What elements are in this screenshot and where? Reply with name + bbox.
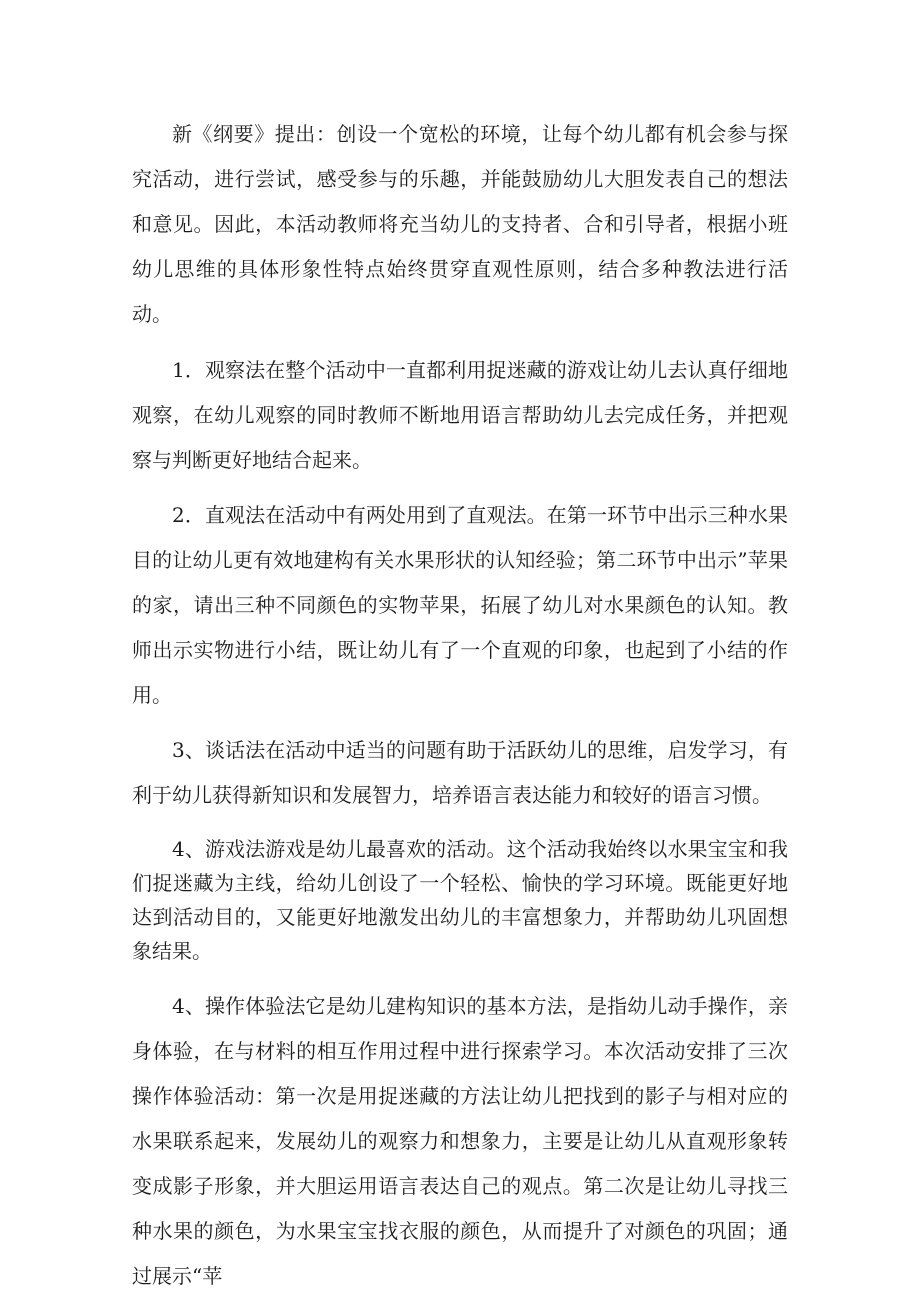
paragraph-intuitive-method: 2．直观法在活动中有两处用到了直观法。在第一环节中出示三种水果目的让幼儿更有效地建构有关水果形状的认知经验；第二环节中出示”苹果的家，请出三种不同颜色的实物苹果，拓展了幼儿对水果颜色的认知。教师出示实物进行小结，既让幼儿有了一个直观的印象，也起到了小结的作用。 — [132, 503, 788, 707]
paragraph-observation-method: 1．观察法在整个活动中一直都利用捉迷藏的游戏让幼儿去认真仔细地观察，在幼儿观察的同时教师不断地用语言帮助幼儿去完成任务，并把观察与判断更好地结合起来。 — [132, 358, 788, 472]
paragraph-game-method: 4、游戏法游戏是幼儿最喜欢的活动。这个活动我始终以水果宝宝和我们捉迷藏为主线，给幼儿创设了一个轻松、愉快的学习环境。既能更好地达到活动目的，又能更好地激发出幼儿的丰富想象力，并帮助幼儿巩固想象结果。 — [132, 837, 788, 963]
paragraph-intro: 新《纲要》提出：创设一个宽松的环境，让每个幼儿都有机会参与探究活动，进行尝试，感受参与的乐趣，并能鼓励幼儿大胆发表自己的想法和意见。因此，本活动教师将充当幼儿的支持者、合和引导者，根据小班幼儿思维的具体形象性特点始终贯穿直观性原则，结合多种教法进行活动。 — [132, 122, 788, 326]
paragraph-conversation-method: 3、谈话法在活动中适当的问题有助于活跃幼儿的思维，启发学习，有利于幼儿获得新知识和发展智力，培养语言表达能力和较好的语言习惯。 — [132, 738, 788, 807]
paragraph-operation-method: 4、操作体验法它是幼儿建构知识的基本方法，是指幼儿动手操作，亲身体验，在与材料的相互作用过程中进行探索学习。本次活动安排了三次操作体验活动：第一次是用捉迷藏的方法让幼儿把找到的影子与相对应的水果联系起来，发展幼儿的观察力和想象力，主要是让幼儿从直观形象转变成影子形象，并大胆运用语言表达自己的观点。第二次是让幼儿寻找三种水果的颜色，为水果宝宝找衣服的颜色，从而提升了对颜色的巩固；通过展示“苹 — [132, 994, 788, 1288]
document-body — [132, 112, 788, 1299]
